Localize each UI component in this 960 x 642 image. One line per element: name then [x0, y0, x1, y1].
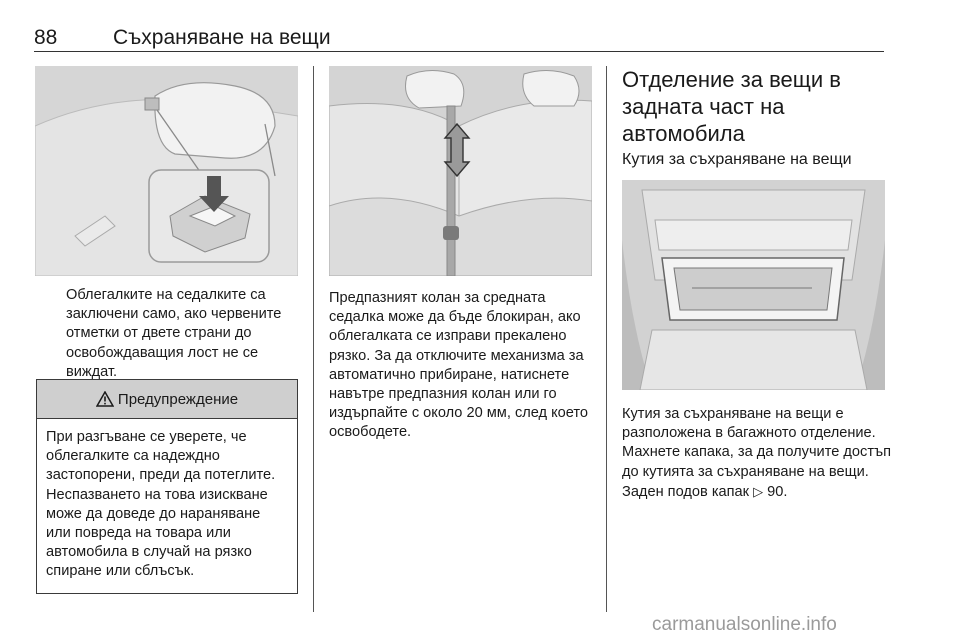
- warning-title: Предупреждение: [117, 390, 239, 408]
- seatback-caption: Облегалките на седалките са заключени само, ако червените отметки от двете страни до освобождаващия лост не се виждат.: [66, 287, 282, 380]
- column-divider-1: [313, 66, 314, 612]
- warning-box: [36, 379, 298, 594]
- warning-triangle-icon: [96, 391, 114, 407]
- seatback-release-illustration: [35, 66, 298, 276]
- seat-belt-paragraph: Предпазният колан за средната седалка може да бъде блокиран, ако облегалката се изправи прекалено рязко. За да отключите механизма за автоматично прибиране, натиснете навътре предпазния колан или го издърпайте с около 20 мм, след което освободете.: [329, 290, 589, 441]
- running-title: Съхраняване на вещи: [113, 26, 331, 49]
- watermark: carmanualsonline.info: [652, 614, 837, 635]
- column-divider-2: [606, 66, 607, 612]
- header-rule: [34, 51, 884, 52]
- warning-header: [37, 380, 297, 419]
- figure-seatback-release: [35, 66, 298, 276]
- cargo-storage-illustration: [622, 180, 885, 390]
- subsection-heading: Кутия за съхраняване на вещи: [622, 151, 852, 168]
- storage-box-text: Кутия за съхраняване на вещи е разположена в багажното отделение. Махнете капака, за да получите достъп до кутията за съхраняване на вещи. Заден подов капак: [622, 406, 892, 500]
- warning-body: При разгъване се уверете, че облегалките са надеждно застопорени, преди да потеглите. Неспазването на това изискване може да доведе до нараняване или повреда на товара или автомобила в случай на рязко спиране или сблъсък.: [46, 429, 276, 580]
- storage-box-paragraph: [622, 405, 892, 502]
- figure-rear-seat-belt: [329, 66, 592, 276]
- page-number: 88: [34, 26, 58, 49]
- page-header: [34, 24, 884, 52]
- page-reference-link[interactable]: 90.: [767, 483, 788, 500]
- rear-seat-belt-illustration: [329, 66, 592, 276]
- section-heading: Отделение за вещи в задната част на автомобила: [622, 67, 841, 146]
- triangle-ref-icon: ▷: [753, 483, 764, 499]
- figure-storage-box: [622, 180, 885, 390]
